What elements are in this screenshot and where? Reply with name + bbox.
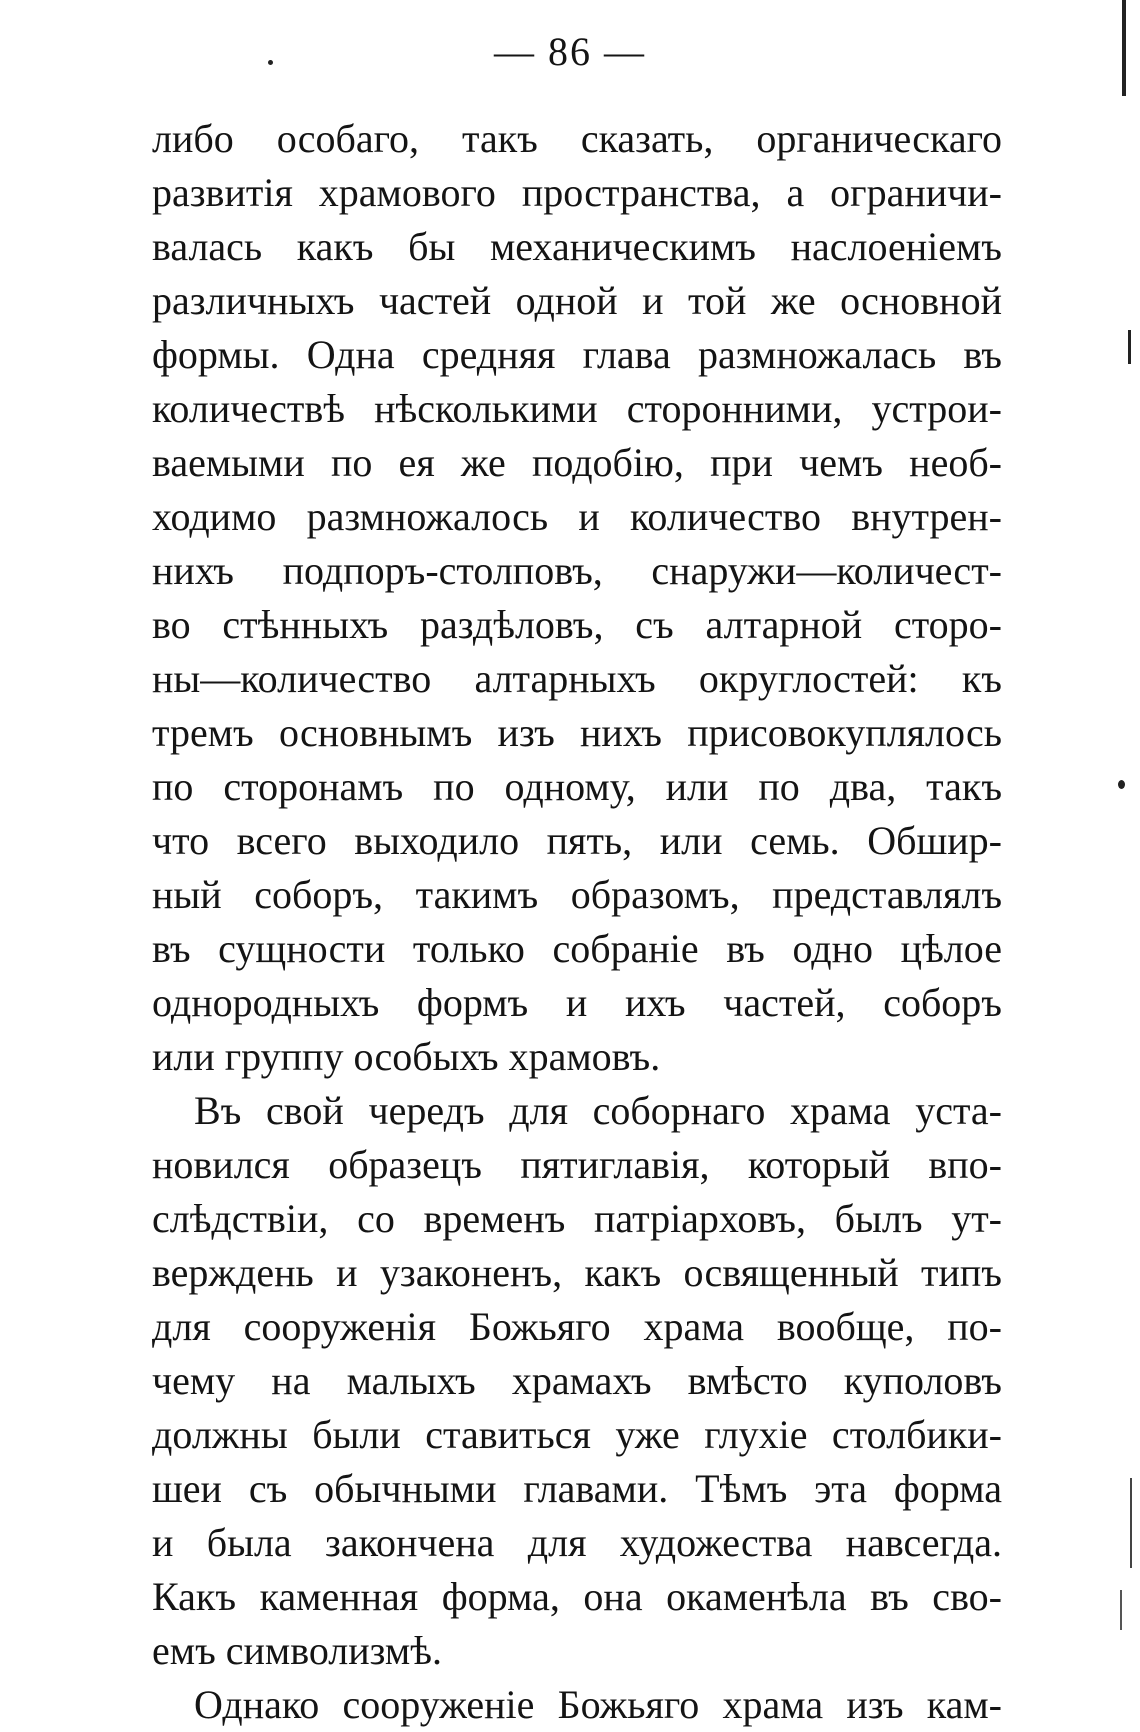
text-line: валась какъ бы механическимъ наслоеніемъ bbox=[152, 224, 1002, 269]
text-line: что всего выходило пять, или семь. Обшир- bbox=[152, 818, 1002, 863]
text-line: шеи съ обычными главами. Тѣмъ эта форма bbox=[152, 1466, 1002, 1511]
text-line: емъ символизмѣ. bbox=[152, 1628, 442, 1673]
text-line: должны были ставиться уже глухіе столбики- bbox=[152, 1412, 1002, 1457]
scan-edge-mark bbox=[1128, 330, 1131, 364]
text-line: ный соборъ, такимъ образомъ, представлялъ bbox=[152, 872, 1002, 917]
text-line: верждень и узаконенъ, какъ освященный типъ bbox=[152, 1250, 1002, 1295]
scan-dot-mark bbox=[268, 60, 273, 65]
text-line: количествѣ нѣсколькими сторонними, устрои- bbox=[152, 386, 1002, 431]
text-line: или группу особыхъ храмовъ. bbox=[152, 1034, 661, 1079]
text-line: Какъ каменная форма, она окаменѣла въ сво- bbox=[152, 1574, 1002, 1619]
text-line: тремъ основнымъ изъ нихъ присовокуплялось bbox=[152, 710, 1002, 755]
text-line: формы. Одна средняя глава размножалась въ bbox=[152, 332, 1002, 377]
text-line: для сооруженія Божьяго храма вообще, по- bbox=[152, 1304, 1002, 1349]
scan-dot-mark bbox=[1118, 780, 1125, 789]
text-line: новился образецъ пятиглавія, который впо- bbox=[152, 1142, 1002, 1187]
text-line: чему на малыхъ храмахъ вмѣсто куполовъ bbox=[152, 1358, 1002, 1403]
text-line: нихъ подпоръ-столповъ, снаружи—количест- bbox=[152, 548, 1002, 593]
scan-edge-mark bbox=[1122, 0, 1126, 96]
text-line: ходимо размножалось и количество внутрен- bbox=[152, 494, 1002, 539]
text-line: различныхъ частей одной и той же основной bbox=[152, 278, 1002, 323]
text-line: слѣдствіи, со временъ патріарховъ, былъ ут- bbox=[152, 1196, 1002, 1241]
text-line: въ сущности только собраніе въ одно цѣлое bbox=[152, 926, 1002, 971]
body-text bbox=[152, 112, 1002, 1732]
text-line: развитія храмового пространства, а ограничи- bbox=[152, 170, 1002, 215]
text-line: ваемыми по ея же подобію, при чемъ необ- bbox=[152, 440, 1002, 485]
scan-edge-mark bbox=[1130, 1478, 1132, 1568]
text-line: ны—количество алтарныхъ округлостей: къ bbox=[152, 656, 1002, 701]
text-line: Однако сооруженіе Божьяго храма изъ кам- bbox=[194, 1682, 1002, 1727]
text-line: либо особаго, такъ сказать, органическаго bbox=[152, 116, 1002, 161]
text-line: по сторонамъ по одному, или по два, такъ bbox=[152, 764, 1002, 809]
scan-edge-mark bbox=[1120, 1590, 1122, 1630]
text-line: во стѣнныхъ раздѣловъ, съ алтарной сторо- bbox=[152, 602, 1002, 647]
page-number: — 86 — bbox=[494, 29, 646, 74]
text-line: Въ свой чередъ для соборнаго храма уста- bbox=[194, 1088, 1002, 1133]
text-line: однородныхъ формъ и ихъ частей, соборъ bbox=[152, 980, 1002, 1025]
text-line: и была закончена для художества навсегда. bbox=[152, 1520, 1002, 1565]
